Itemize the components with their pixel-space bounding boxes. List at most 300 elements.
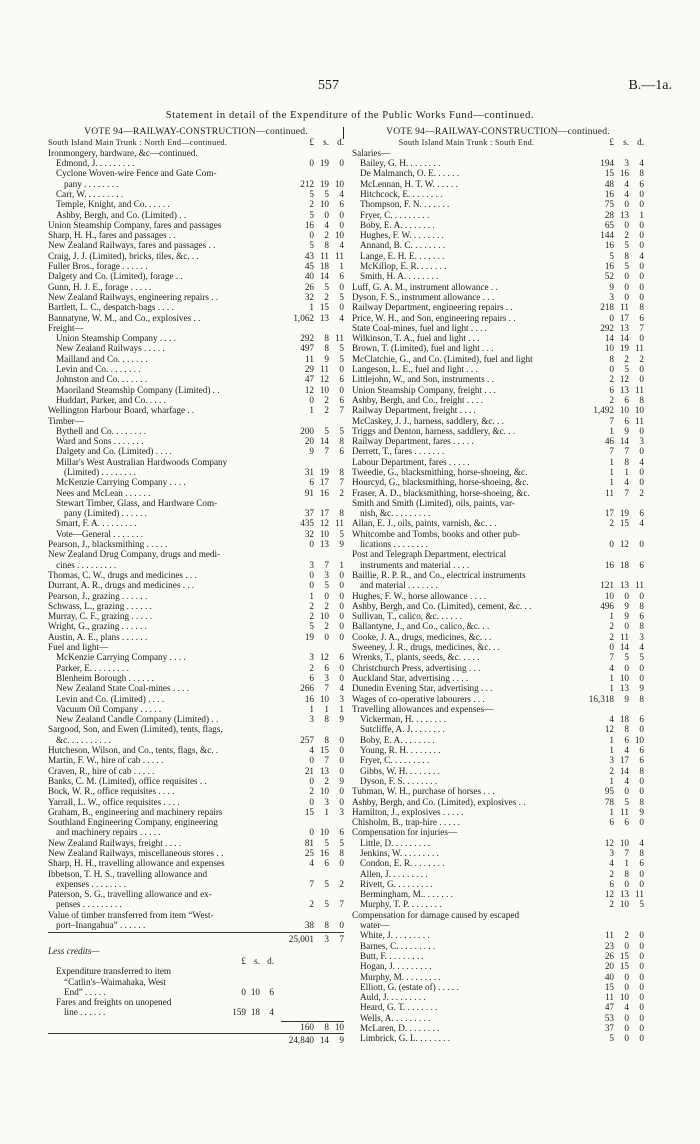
table-row [48,827,344,837]
amount-shillings: 2 [324,394,329,405]
amount-shillings: 10 [319,384,329,395]
amount-shillings: 8 [324,333,329,344]
row-label: Auckland Star, advertising . . . . [352,672,469,683]
pence-header: d. [637,137,644,148]
amount-pence: 8 [639,621,644,632]
row-label: Vote—General . . . . . . . [56,528,144,539]
amount-pence: 5 [339,528,344,539]
row-label: Rivett, G. . . . . . . . . [360,878,433,889]
left-subtitle-row [48,137,344,148]
amount-shillings: 19 [319,467,329,477]
shillings-header: s. [623,137,629,148]
row-label: Derrett, T., fares . . . . . . . [352,446,445,457]
row-label: New Zealand Drug Company, drugs and medi- [48,549,221,560]
amount-shillings: 12 [319,518,329,529]
row-amount [281,230,344,240]
row-label: Hogan, J. . . . . . . . . [360,961,432,972]
amount-pounds: 0 [309,539,314,550]
row-amount [281,786,344,796]
amount-pounds: 16 [604,261,614,272]
amount-pence: 6 [339,271,344,282]
table-row [352,1013,644,1023]
table-row [48,488,344,498]
less-credits-row [48,946,344,956]
amount-pounds: 1 [309,405,314,416]
amount-shillings: 1 [624,858,629,869]
table-row [352,508,644,518]
amount-pounds: 5 [609,250,614,261]
amount-pence: 3 [639,631,644,642]
table-row [48,848,344,858]
amount-shillings: 13 [619,683,629,694]
amount-shillings: 10 [319,199,329,210]
amount-pounds: 1 [609,425,614,436]
amount-pounds: 37 [604,1023,614,1034]
table-row [352,941,644,951]
amount-pence: 0 [339,611,344,622]
amount-pence: 5 [339,353,344,364]
amount-shillings: 12 [319,652,329,663]
row-label: Southland Engineering Company, engineering [48,817,218,828]
amount-pounds: 3 [609,291,614,302]
amount-pence: 9 [639,806,644,817]
row-amount [581,343,644,353]
table-row [352,539,644,549]
row-label: Mailland and Co. . . . . . . [56,353,148,364]
row-amount [281,663,344,673]
amount-shillings: 5 [324,425,329,436]
amount-pence: 0 [339,621,344,632]
row-amount [281,240,344,250]
row-amount [581,766,644,776]
amount-shillings: 0 [624,291,629,302]
amount-pounds: 17 [604,508,614,519]
table-row [48,591,344,601]
amount-pounds: 1 [609,734,614,745]
amount-shillings: 15 [319,745,329,756]
amount-shillings: 17 [319,508,329,519]
amount-shillings: 0 [624,981,629,992]
table-row [352,549,644,559]
table-row [352,354,644,364]
table-row [48,477,344,487]
amount-pence: 5 [339,837,344,848]
row-label: Vickerman, H. . . . . . . . [360,714,446,725]
row-amount [581,199,644,209]
less-credits-label: Less credits— [48,945,100,956]
row-amount [581,333,644,343]
credit-line [48,977,344,987]
table-row [48,374,344,384]
row-amount [581,632,644,642]
amount-pence: 10 [634,734,644,745]
credit-label: Expenditure transferred to item [56,966,172,977]
amount-pence: 0 [639,230,644,241]
amount-pounds: 212 [300,178,314,189]
row-amount [581,251,644,261]
row-label: Auld, J. . . . . . . . . [360,992,426,1003]
amount-pounds: 292 [300,333,314,344]
row-amount [581,385,644,395]
amount-pounds: 65 [604,219,614,230]
amount-shillings: 10 [619,405,629,416]
amount-pounds: 47 [304,374,314,385]
table-row [352,405,644,415]
row-label: Nees and McLean . . . . . . [56,487,151,498]
row-amount [281,632,344,642]
amount-pounds: 9 [309,446,314,457]
amount-pence: 6 [339,374,344,385]
amount-pence: 0 [639,539,644,550]
row-label: Union Steamship Company, fares and passages [48,219,222,230]
amount-shillings: 6 [624,415,629,426]
amount-shillings: 18 [319,261,329,272]
amount-pounds: 11 [305,353,314,364]
amount-pounds: 16 [304,693,314,704]
amount-pounds: 194 [600,158,614,169]
amount-shillings: 6 [624,394,629,405]
amount-pence: 6 [339,446,344,457]
right-rows [352,148,644,1044]
row-amount [281,611,344,621]
table-row [352,446,644,456]
row-label: Littlejohn, W., and Son, instruments . . [352,374,494,385]
left-column [48,126,344,1046]
table-row [352,292,644,302]
amount-pence: 0 [639,219,644,230]
amount-pounds: 5 [309,621,314,632]
row-label: Bartlett, L. C., despatch-bags . . . . [48,302,174,313]
amount-shillings: 2 [624,930,629,941]
amount-pounds: 10 [604,343,614,354]
amount-pounds: 0 [309,755,314,766]
row-amount [581,302,644,312]
amount-shillings: 0 [624,621,629,632]
amount-pence: 0 [639,961,644,972]
row-amount [581,220,644,230]
amount-shillings: 7 [324,446,329,457]
row-label: Christchurch Press, advertising . . . [352,662,481,673]
table-row [352,302,644,312]
left-subtotal-row [48,932,344,945]
table-row [352,436,644,446]
row-amount [581,323,644,333]
amount-shillings: 6 [624,734,629,745]
row-label: Union Steamship Company . . . . [56,333,176,344]
amount-pence: 0 [639,940,644,951]
amount-pence: 2 [339,878,344,889]
row-label: Bock, W. R., office requisites . . . . [48,786,175,797]
amount-pounds: 45 [304,261,314,272]
amount-pence: 0 [339,600,344,611]
amount-pence: 5 [339,425,344,436]
amount-pounds: 20 [304,436,314,447]
amount-pence: 0 [339,755,344,766]
table-row [48,498,344,508]
amount-shillings: 2 [624,230,629,241]
table-row [352,683,644,693]
amount-pounds: 2 [309,899,314,910]
amount-pounds: 16 [604,188,614,199]
table-row [48,652,344,662]
row-amount [581,899,644,909]
amount-pence: 0 [639,446,644,457]
amount-pounds: 23 [604,940,614,951]
row-label: Compensation for injuries— [352,827,458,838]
credits-list [48,966,344,1017]
table-row [48,467,344,477]
amount-pence: 0 [339,734,344,745]
amount-shillings: 15 [619,518,629,529]
table-row [352,199,644,209]
row-label: Ironmongery, hardware, &c—continued. [48,147,198,158]
row-label: Butt, F. . . . . . . . . [360,950,424,961]
amount-pounds: 6 [609,878,614,889]
amount-pounds: 19 [304,631,314,642]
amount-shillings: 0 [624,971,629,982]
row-label: Post and Telegraph Department, electrical [352,549,507,560]
amount-shillings: 9 [624,693,629,704]
row-label: New Zealand Railways, freight . . . . [48,837,182,848]
row-label: Pearson, J., blacksmithing . . . . . [48,539,168,550]
table-row [352,786,644,796]
row-label: De Malmanch, O. E. . . . . . [360,168,459,179]
row-amount [581,838,644,848]
row-label: Thompson, F. N. . . . . . . [360,199,450,210]
table-row [48,539,344,549]
row-label: lications . . . . . . . . [360,539,428,550]
table-row [48,838,344,848]
amount-pounds: 16 [604,559,614,570]
row-amount [581,889,644,899]
table-row [352,374,644,384]
amount-pounds: 53 [604,1012,614,1023]
row-amount [581,189,644,199]
amount-shillings: 5 [324,899,329,910]
table-row [352,282,644,292]
row-label: port–Inangahua” . . . . . . [56,920,146,931]
amount-pence: 6 [639,611,644,622]
table-row [352,395,644,405]
amount-pence: 0 [639,364,644,375]
table-row [352,179,644,189]
amount-pence: 0 [339,569,344,580]
amount-pounds: 0 [309,230,314,241]
amount-shillings: 5 [324,837,329,848]
row-label: Railway Department, freight . . . . [352,405,476,416]
row-label: McKenzie Carrying Company . . . . [56,652,186,663]
row-amount [581,364,644,374]
amount-pounds: 0 [309,775,314,786]
table-row [352,961,644,971]
table-row [48,673,344,683]
row-label: Yarrall, L. W., office requisites . . . . [48,796,180,807]
row-amount [281,827,344,837]
amount-shillings: 0 [324,631,329,642]
row-amount [581,261,644,271]
amount-shillings: 8 [324,714,329,725]
amount-shillings: 19 [619,343,629,354]
row-label: Martin, F. W., hire of cab . . . . . [48,755,164,766]
row-amount [581,724,644,734]
row-label: Barnes, C. . . . . . . . . [360,940,436,951]
amount-pence: 0 [339,219,344,230]
table-row [48,642,344,652]
table-row [48,518,344,528]
amount-pence: 6 [639,178,644,189]
row-amount [581,271,644,281]
amount-shillings: 5 [624,261,629,272]
row-label: Murray, C. F., grazing . . . . . [48,611,153,622]
amount-pence: 0 [339,745,344,756]
amount-shillings: 19 [619,508,629,519]
table-row [48,910,344,920]
amount-pounds: 32 [304,528,314,539]
amount-shillings: 13 [319,765,329,776]
row-label: nish, &c. . . . . . . . . [360,508,431,519]
right-subtitle-row [352,137,644,148]
subtotal-pence: 7 [339,934,344,945]
amount-pounds: 26 [604,950,614,961]
table-row [352,838,644,848]
amount-pounds: 0 [309,796,314,807]
credits-total-row [48,1021,344,1031]
amount-pounds: 16 [604,240,614,251]
row-label: Murphy, M. . . . . . . . . [360,971,441,982]
table-row [352,158,644,168]
table-row [48,704,344,714]
amount-shillings: 14 [619,765,629,776]
row-amount [581,601,644,611]
amount-shillings: 0 [624,662,629,673]
amount-pounds: 1 [609,477,614,488]
amount-pence: 0 [639,477,644,488]
row-amount [581,416,644,426]
amount-shillings: 12 [619,374,629,385]
table-row [48,766,344,776]
amount-shillings: 6 [324,662,329,673]
row-amount [581,426,644,436]
table-row [48,210,344,220]
amount-pence: 1 [339,261,344,272]
amount-pence: 0 [639,786,644,797]
amount-shillings: 0 [624,281,629,292]
amount-pence: 4 [639,456,644,467]
statement-title: Statement in detail of the Expenditure of the Public Works Fund—continued. [165,110,535,121]
row-amount [581,951,644,961]
amount-pence: 9 [639,683,644,694]
row-label: Hutcheson, Wilson, and Co., tents, flags, &c. . [48,745,219,756]
row-label: New Zealand State Coal-mines . . . . [56,683,189,694]
row-amount [581,560,644,570]
table-row [352,694,644,704]
table-row [352,601,644,611]
table-row [48,745,344,755]
amount-pounds: 15 [304,806,314,817]
row-amount [581,611,644,621]
table-row [352,385,644,395]
credit-pounds: 0 [241,986,246,997]
amount-shillings: 0 [624,1033,629,1044]
row-label: Thomas, C. W., drugs and medicines . . . [48,569,197,580]
amount-shillings: 4 [624,775,629,786]
credits-pounds-header: £ [241,955,246,966]
amount-pounds: 25 [304,847,314,858]
row-label: Jenkins, W. . . . . . . . . [360,847,439,858]
amount-pence: 0 [339,384,344,395]
row-amount [281,333,344,343]
amount-pounds: 28 [604,209,614,220]
amount-pounds: 8 [609,353,614,364]
row-label: Hughes, F. W. . . . . . . . [360,230,444,241]
amount-shillings: 0 [624,271,629,282]
row-label: Ward and Sons . . . . . . . [56,436,144,447]
table-row [352,220,644,230]
amount-pounds: 4 [609,662,614,673]
amount-pounds: 1 [609,467,614,477]
amount-shillings: 13 [619,384,629,395]
table-row [352,570,644,580]
amount-shillings: 2 [324,600,329,611]
net-total-row [48,1033,344,1046]
amount-shillings: 6 [324,858,329,869]
amount-shillings: 0 [324,590,329,601]
amount-pence: 10 [334,230,344,241]
amount-pence: 8 [339,436,344,447]
row-label: Ashby, Bergh, and Co. (Limited), cement, &c. . . [352,600,532,611]
amount-pounds: 1 [309,302,314,313]
amount-pence: 6 [639,745,644,756]
table-row [48,199,344,209]
amount-pence: 4 [639,158,644,169]
amount-pounds: 292 [600,322,614,333]
amount-pence: 0 [639,1033,644,1044]
row-label: Dunedin Evening Star, advertising . . . [352,683,493,694]
row-label: Carr, W. . . . . . . . . [56,188,124,199]
table-row [352,642,644,652]
row-label: Langeson, L. E., fuel and light . . . [352,364,478,375]
row-label: Pearson, J., grazing . . . . . . [48,590,148,601]
amount-pence: 5 [339,291,344,302]
table-row [352,323,644,333]
table-row [352,869,644,879]
amount-pounds: 0 [609,364,614,375]
row-amount [581,879,644,889]
amount-shillings: 0 [624,1012,629,1023]
amount-pounds: 0 [309,394,314,405]
amount-shillings: 4 [624,477,629,488]
amount-pence: 0 [639,261,644,272]
row-amount [281,797,344,807]
amount-pence: 4 [639,250,644,261]
amount-pounds: 16,318 [588,693,614,704]
row-amount [581,539,644,549]
amount-pounds: 218 [600,302,614,313]
amount-shillings: 5 [624,652,629,663]
amount-shillings: 9 [624,611,629,622]
row-amount [281,858,344,868]
right-subtitle: South Island Main Trunk : South End. [398,138,535,148]
amount-pence: 6 [639,508,644,519]
row-amount [581,797,644,807]
row-amount [281,158,344,168]
row-label: Allan, E. J., oils, paints, varnish, &c. . . [352,518,497,529]
row-amount [281,766,344,776]
table-row [48,549,344,559]
row-label: Johnston and Co. . . . . . . [56,374,148,385]
amount-pence: 0 [639,878,644,889]
amount-pounds: 38 [304,920,314,931]
